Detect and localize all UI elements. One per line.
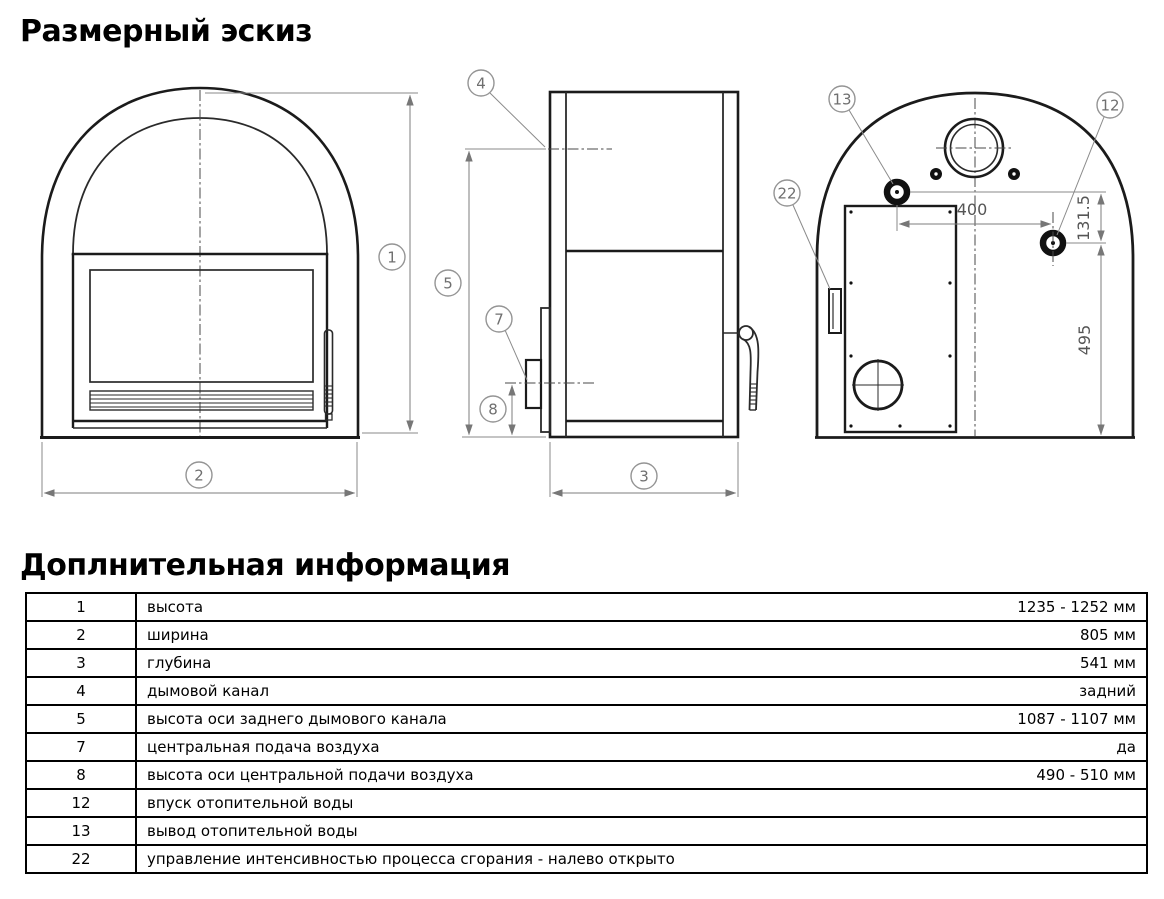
row-number: 3 xyxy=(26,649,136,677)
combustion-control-lever xyxy=(829,289,841,333)
table-row xyxy=(26,621,1147,649)
dim-air-height xyxy=(480,386,512,435)
row-label: центральная подача воздуха xyxy=(147,738,380,756)
row-value: 490 - 510 мм xyxy=(1036,766,1136,784)
front-grille xyxy=(90,391,313,410)
svg-text:4: 4 xyxy=(476,74,486,93)
row-number: 13 xyxy=(26,817,136,845)
row-label: вывод отопительной воды xyxy=(147,822,358,840)
row-number: 1 xyxy=(26,593,136,621)
dim-depth xyxy=(550,442,738,497)
svg-text:2: 2 xyxy=(194,466,204,485)
row-label: глубина xyxy=(147,654,212,672)
row-number: 7 xyxy=(26,733,136,761)
callout-combustion-control xyxy=(774,180,830,289)
side-rear-strip xyxy=(541,308,550,432)
water-outlet-fitting xyxy=(887,182,907,202)
row-label: ширина xyxy=(147,626,209,644)
row-label: дымовой канал xyxy=(147,682,270,700)
back-view xyxy=(774,86,1135,438)
svg-text:22: 22 xyxy=(777,184,797,203)
svg-text:12: 12 xyxy=(1100,96,1120,115)
table-row xyxy=(26,649,1147,677)
row-number: 5 xyxy=(26,705,136,733)
callout-air-supply xyxy=(486,306,527,380)
table-row xyxy=(26,733,1147,761)
row-number: 22 xyxy=(26,845,136,873)
info-table xyxy=(25,592,1148,874)
row-label: управление интенсивностью процесса сгорания - налево открыто xyxy=(147,850,675,868)
row-value: да xyxy=(1116,738,1136,756)
row-number: 12 xyxy=(26,789,136,817)
row-value: 541 мм xyxy=(1079,654,1136,672)
front-door-handle xyxy=(325,330,333,420)
dim-400-label: 400 xyxy=(956,200,988,219)
dim-flue-height xyxy=(435,149,546,437)
dim-495-label: 495 xyxy=(1075,324,1094,356)
row-label: высота оси заднего дымового канала xyxy=(147,710,447,728)
row-number: 4 xyxy=(26,677,136,705)
table-row xyxy=(26,593,1147,621)
dim-width xyxy=(42,442,357,497)
row-number: 8 xyxy=(26,761,136,789)
side-air-inlet xyxy=(526,360,541,408)
table-row xyxy=(26,677,1147,705)
front-view xyxy=(40,88,418,497)
row-number: 2 xyxy=(26,621,136,649)
section-title: Доплнительная информация xyxy=(20,548,511,583)
row-label: высота xyxy=(147,598,204,616)
table-row xyxy=(26,789,1147,817)
table-row xyxy=(26,845,1147,873)
svg-text:5: 5 xyxy=(443,274,453,293)
side-view xyxy=(435,70,758,497)
table-row xyxy=(26,761,1147,789)
front-door-glass xyxy=(90,270,313,382)
svg-text:8: 8 xyxy=(488,400,498,419)
page-title: Размерный эскиз xyxy=(20,14,313,49)
svg-text:3: 3 xyxy=(639,467,649,486)
back-smoke-outlet xyxy=(936,119,1012,177)
svg-text:7: 7 xyxy=(494,310,504,329)
row-label: высота оси центральной подачи воздуха xyxy=(147,766,474,784)
row-value: 1235 - 1252 мм xyxy=(1017,598,1136,616)
dim-495 xyxy=(1075,246,1101,435)
back-panel xyxy=(845,206,956,432)
dim-131-5 xyxy=(1074,195,1101,241)
row-value: 805 мм xyxy=(1079,626,1136,644)
callout-smoke-channel xyxy=(468,70,545,147)
dim-131-5-label: 131.5 xyxy=(1074,195,1093,241)
row-value: 1087 - 1107 мм xyxy=(1017,710,1136,728)
table-row xyxy=(26,705,1147,733)
svg-text:1: 1 xyxy=(387,248,397,267)
svg-text:13: 13 xyxy=(832,90,852,109)
table-row xyxy=(26,817,1147,845)
side-door-handle xyxy=(739,326,758,410)
row-label: впуск отопительной воды xyxy=(147,794,354,812)
row-value: задний xyxy=(1079,682,1136,700)
